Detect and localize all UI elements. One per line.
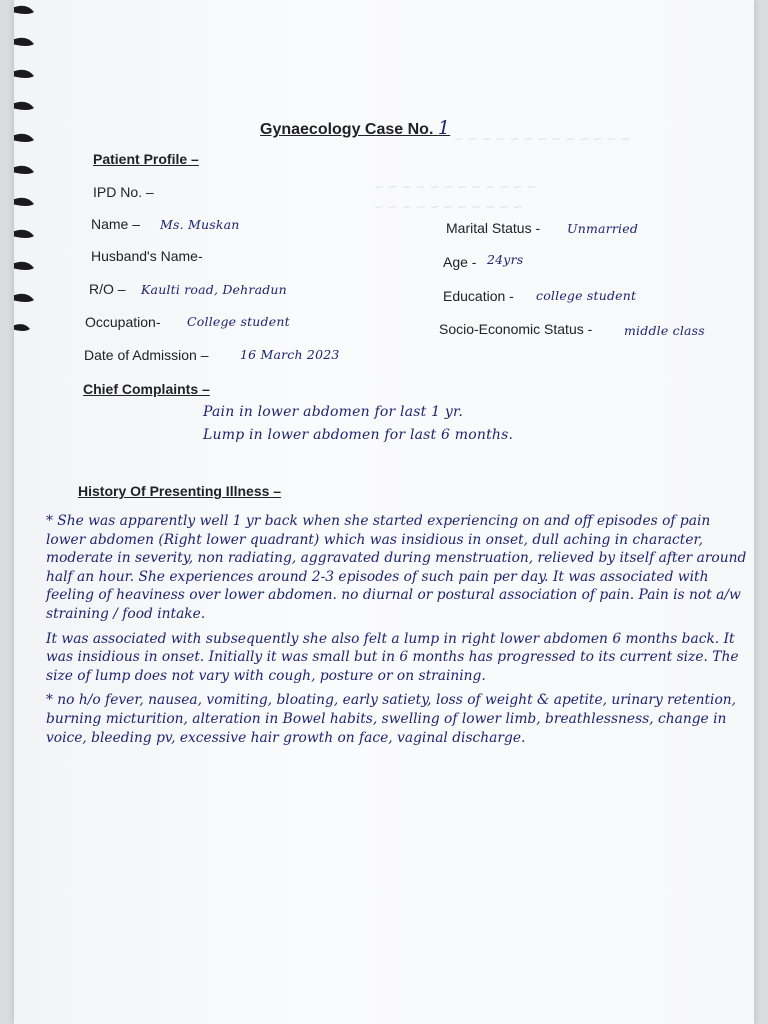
marital-status-value: Unmarried — [567, 221, 639, 236]
chief-complaints-heading: Chief Complaints – — [83, 381, 210, 397]
admission-date-label: Date of Admission – — [84, 347, 209, 363]
socio-economic-value: middle class — [624, 323, 705, 338]
hopi-body — [46, 512, 751, 747]
complaint-line-1: Pain in lower abdomen for last 1 yr. — [203, 404, 463, 420]
complaint-line-2: Lump in lower abdomen for last 6 months. — [203, 427, 514, 443]
occupation-label: Occupation- — [85, 314, 161, 330]
hopi-paragraph-2: It was associated with subsequently she also felt a lump in right lower abdomen 6 months back. It was insidious in onset. Initially it was small but in 6 months has progressed to its current size. The size of lump does not vary with cough, posture or on straining. — [46, 630, 739, 684]
name-value: Ms. Muskan — [160, 217, 240, 232]
hopi-heading: History Of Presenting Illness – — [78, 483, 282, 499]
bleed-through-text: ~ ~ ~ ~ ~ ~ ~ ~ ~ ~ ~ — [374, 200, 523, 214]
marital-status-label: Marital Status - — [446, 220, 541, 236]
age-value: 24yrs — [487, 252, 524, 267]
case-number: 1 — [437, 117, 451, 139]
bleed-through-text: ~ ~ ~ ~ ~ ~ ~ ~ ~ ~ ~ ~ ~ — [454, 132, 631, 146]
hopi-paragraph-3: * no h/o fever, nausea, vomiting, bloating, early satiety, loss of weight & apetite, urinary retention, burning micturition, alteration in Bowel habits, swelling of lower limb, breathlessness, change in voice, bleeding pv, excessive hair growth on face, vaginal discharge. — [46, 692, 737, 746]
education-label: Education - — [443, 288, 514, 304]
socio-economic-label: Socio-Economic Status - — [439, 321, 593, 337]
ro-label: R/O – — [89, 281, 126, 297]
notebook-page — [14, 0, 754, 1024]
age-label: Age - — [443, 254, 477, 270]
education-value: college student — [536, 288, 637, 303]
patient-profile-heading: Patient Profile – — [93, 151, 199, 167]
husband-name-label: Husband's Name- — [91, 248, 203, 264]
hopi-paragraph-1: * She was apparently well 1 yr back when she started experiencing on and off episodes of pain lower abdomen (Right lower quadrant) which was insidious in onset, dull aching in character, moderate in severity, non radiating, aggravated during menstruation, relieved by itself after around half an hour. She experiences around 2-3 episodes of such pain per day. It was associated with feeling of heaviness over lower abdomen. no diurnal or postural association of pain. Pain is not a/w straining / food intake. — [46, 513, 747, 622]
name-label: Name – — [91, 216, 141, 232]
bleed-through-text: ~ ~ ~ ~ ~ ~ ~ ~ ~ ~ ~ ~ — [374, 180, 537, 194]
admission-date-value: 16 March 2023 — [240, 347, 340, 362]
ipd-label: IPD No. – — [93, 184, 154, 200]
spiral-binding — [14, 0, 54, 380]
occupation-value: College student — [187, 314, 290, 329]
page-title: Gynaecology Case No. 1 — [260, 117, 451, 139]
ro-value: Kaulti road, Dehradun — [141, 282, 287, 297]
